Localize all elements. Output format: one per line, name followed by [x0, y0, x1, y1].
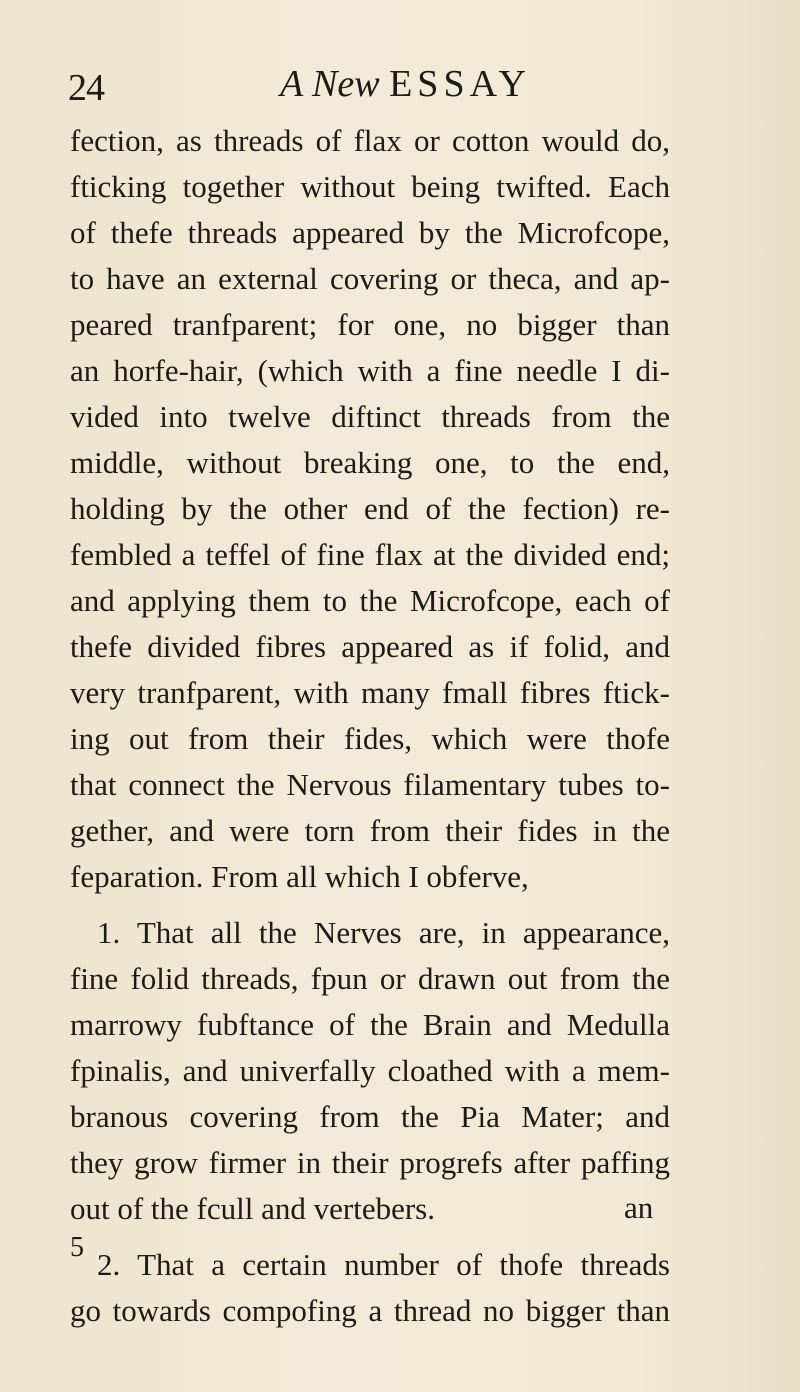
paragraph-3 [70, 1242, 670, 1334]
catchword: an [624, 1190, 654, 1225]
running-title [280, 62, 531, 106]
text-line: go towards compofing a thread no bigger than [70, 1293, 670, 1328]
running-title-caps: ESSAY [389, 63, 531, 105]
text-line: out of the fcull and vertebers. [70, 1191, 435, 1226]
text-line: vided into twelve diftinct threads from the [70, 399, 670, 434]
running-title-italic: A New [280, 63, 380, 105]
text-line: gether, and were torn from their fides in the [70, 813, 670, 848]
text-line: feparation. From all which I obferve, [70, 859, 529, 894]
text-line: very tranfparent, with many fmall fibres ftick- [70, 675, 670, 710]
body-text [70, 118, 670, 1334]
text-line: holding by the other end of the fection) re- [70, 491, 670, 526]
page-header [0, 62, 800, 112]
text-line: fembled a teffel of fine flax at the divided end; [70, 537, 670, 572]
page-number: 24 [68, 67, 104, 109]
paragraph-1 [70, 118, 670, 900]
text-line: to have an external covering or theca, and ap- [70, 261, 670, 296]
text-line: peared tranfparent; for one, no bigger than [70, 307, 670, 342]
text-line: branous covering from the Pia Mater; and [70, 1099, 670, 1134]
signature-mark: 5 [70, 1232, 84, 1263]
text-line: thefe divided fibres appeared as if folid, and [70, 629, 670, 664]
text-line: fticking together without being twifted. Each [70, 169, 670, 204]
text-line: of thefe threads appeared by the Microfcope, [70, 215, 670, 250]
text-line: 2. That a certain number of thofe threads [97, 1247, 670, 1282]
text-line: fpinalis, and univerfally cloathed with a mem- [70, 1053, 670, 1088]
text-line: and applying them to the Microfcope, each of [70, 583, 670, 618]
text-line: they grow firmer in their progrefs after paffing [70, 1145, 670, 1180]
paragraph-gap [70, 900, 670, 910]
text-line: that connect the Nervous filamentary tubes to- [70, 767, 670, 802]
text-line: fection, as threads of flax or cotton would do, [70, 123, 670, 158]
text-line: fine folid threads, fpun or drawn out from the [70, 961, 670, 996]
paragraph-2 [70, 910, 670, 1232]
text-line: middle, without breaking one, to the end, [70, 445, 670, 480]
paragraph-gap [70, 1232, 670, 1242]
text-line: ing out from their fides, which were thofe [70, 721, 670, 756]
text-line: marrowy fubftance of the Brain and Medulla [70, 1007, 670, 1042]
text-line: an horfe-hair, (which with a fine needle I di- [70, 353, 670, 388]
text-line: 1. That all the Nerves are, in appearance, [97, 915, 670, 950]
